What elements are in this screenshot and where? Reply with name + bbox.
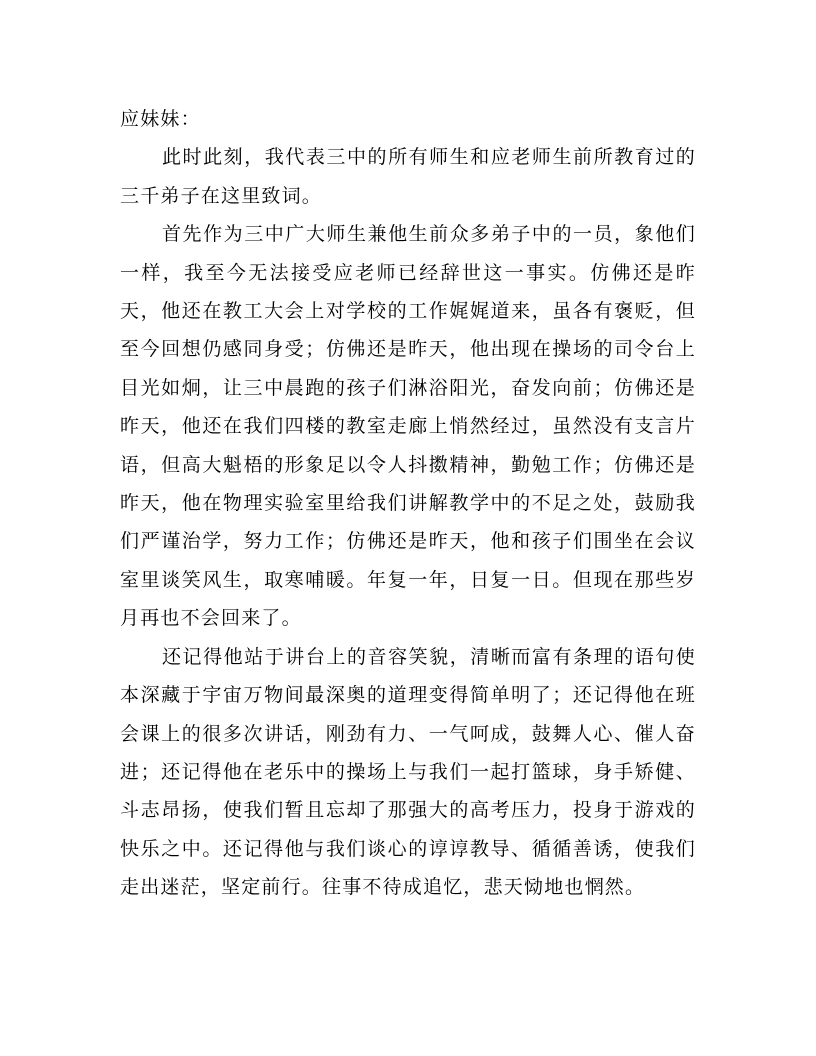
paragraph-1: 此时此刻，我代表三中的所有师生和应老师生前所教育过的三千弟子在这里致词。 [120, 146, 696, 207]
document-body [120, 100, 696, 907]
paragraph-2: 首先作为三中广大师生兼他生前众多弟子中的一员，象他们一样，我至今无法接受应老师已经辞世这一事实。仿佛还是昨天，他还在教工大会上对学校的工作娓娓道来，虽各有褒贬，但至今回想仍感同身受；仿佛还是昨天，他出现在操场的司令台上目光如炯，让三中晨跑的孩子们淋浴阳光，奋发向前；仿佛还是昨天，他还在我们四楼的教室走廊上悄然经过，虽然没有支言片语，但高大魁梧的形象足以令人抖擞精神，勤勉工作；仿佛还是昨天，他在物理实验室里给我们讲解教学中的不足之处，鼓励我们严谨治学，努力工作；仿佛还是昨天，他和孩子们围坐在会议室里谈笑风生，取寒哺暖。年复一年，日复一日。但现在那些岁月再也不会回来了。 [120, 223, 696, 630]
paragraph-3: 还记得他站于讲台上的音容笑貌，清晰而富有条理的语句使本深藏于宇宙万物间最深奥的道理变得简单明了；还记得他在班会课上的很多次讲话，刚劲有力、一气呵成，鼓舞人心、催人奋进；还记得他在老乐中的操场上与我们一起打篮球，身手矫健、斗志昂扬，使我们暂且忘却了那强大的高考压力，投身于游戏的快乐之中。还记得他与我们谈心的谆谆教导、循循善诱，使我们走出迷茫，坚定前行。往事不待成追忆，悲天恸地也惘然。 [120, 645, 696, 899]
salutation: 应妹妹： [120, 108, 201, 130]
